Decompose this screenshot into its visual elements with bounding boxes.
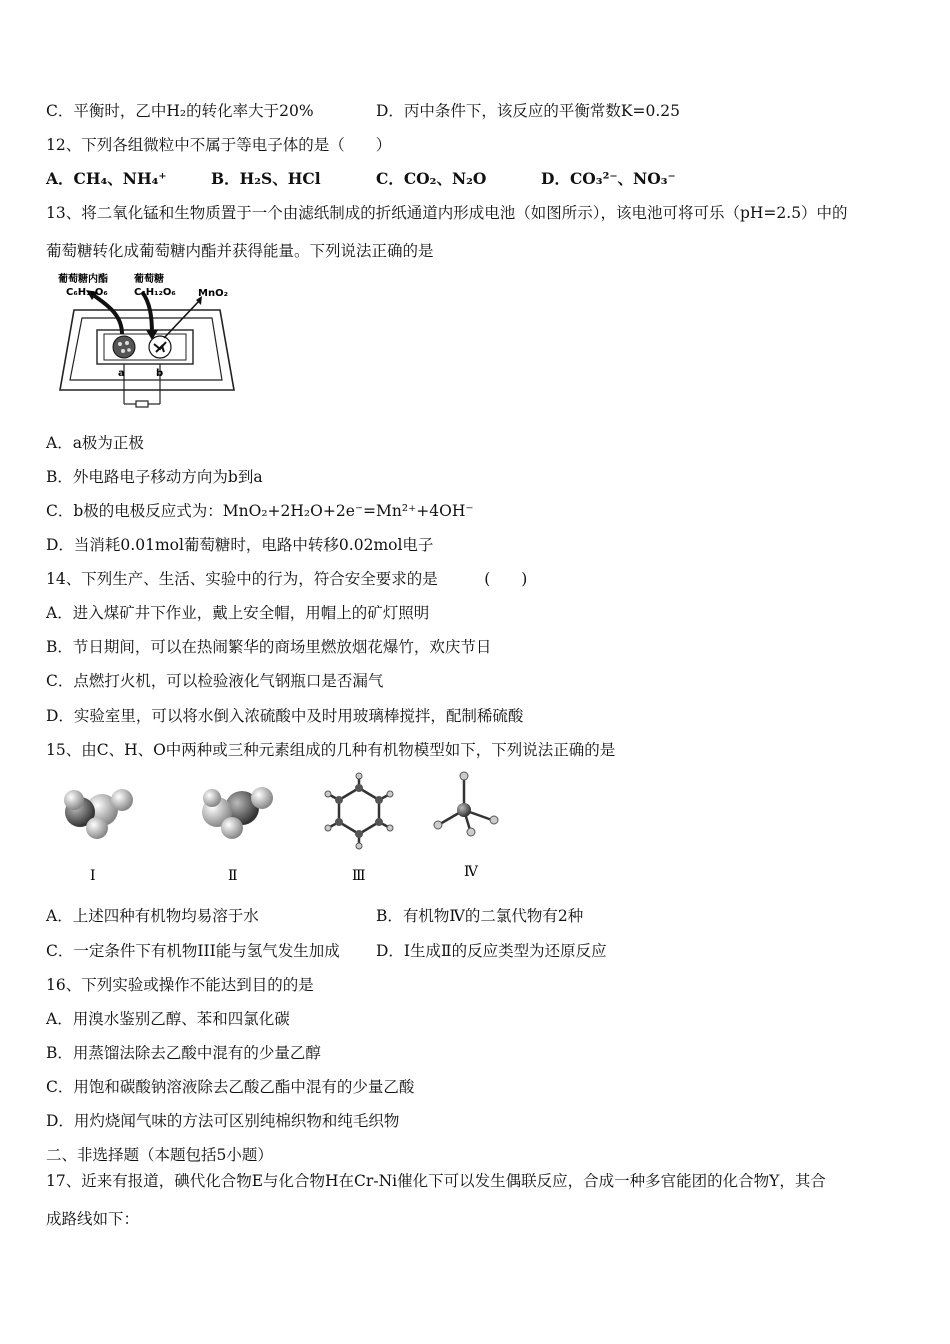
label-glucose: 葡萄糖 (134, 274, 164, 285)
q12-option-c: C．CO₂、N₂O (376, 169, 487, 188)
q12-option-a: A．CH₄、NH₄⁺ (46, 169, 167, 188)
label-mno2: MnO₂ (198, 288, 228, 299)
q14-option-d: D．实验室里，可以将水倒入浓硫酸中及时用玻璃棒搅拌，配制稀硫酸 (46, 707, 524, 725)
q13-option-c: C．b极的电极反应式为：MnO₂+2H₂O+2e⁻=Mn²⁺+4OH⁻ (46, 502, 474, 520)
model-label-4: Ⅳ (464, 864, 478, 880)
q14-option-a: A．进入煤矿井下作业，戴上安全帽，用帽上的矿灯照明 (46, 604, 430, 622)
q14-stem: 14、下列生产、生活、实验中的行为，符合安全要求的是 ( ) (46, 570, 528, 588)
q15-stem: 15、由C、H、O中两种或三种元素组成的几种有机物模型如下，下列说法正确的是 (46, 741, 616, 759)
q11-option-c: C．平衡时，乙中H₂的转化率大于20% (46, 102, 314, 120)
q16-stem: 16、下列实验或操作不能达到目的的是 (46, 976, 314, 994)
q13-option-b: B．外电路电子移动方向为b到a (46, 468, 263, 486)
q13-option-d: D．当消耗0.01mol葡萄糖时，电路中转移0.02mol电子 (46, 536, 434, 554)
q13-stem-line2: 葡萄糖转化成葡萄糖内酯并获得能量。下列说法正确的是 (46, 242, 434, 260)
q11-option-d: D．丙中条件下，该反应的平衡常数K=0.25 (376, 102, 681, 120)
q15-option-c: C．一定条件下有机物III能与氢气发生加成 (46, 942, 340, 960)
q14-option-c: C．点燃打火机，可以检验液化气钢瓶口是否漏气 (46, 672, 384, 690)
paper-channel (97, 330, 193, 364)
q17-stem-line2: 成路线如下： (46, 1210, 140, 1228)
external-resistor (136, 401, 148, 407)
q15-option-a: A．上述四种有机物均易溶于水 (46, 907, 259, 925)
q12-option-d: D．CO₃²⁻、NO₃⁻ (541, 169, 676, 188)
formula-lactone: C₆H₁₀O₆ (66, 287, 108, 298)
q12-stem: 12、下列各组微粒中不属于等电子体的是（ ） (46, 136, 392, 154)
model-label-1: Ⅰ (90, 868, 96, 884)
q12-option-b: B．H₂S、HCl (211, 169, 321, 188)
q16-option-a: A．用溴水鉴别乙醇、苯和四氯化碳 (46, 1010, 290, 1028)
q15-option-d: D．Ⅰ生成Ⅱ的反应类型为还原反应 (376, 942, 607, 960)
label-electrode-b: b (156, 368, 164, 379)
section-2-title: 二、非选择题（本题包括5小题） (46, 1146, 273, 1164)
q16-option-b: B．用蒸馏法除去乙酸中混有的少量乙醇 (46, 1044, 321, 1062)
model-1-space-filling (64, 789, 133, 839)
molecule-models-figure (52, 770, 512, 890)
q17-stem-line1: 17、近来有报道，碘代化合物E与化合物H在Cr-Ni催化下可以发生偶联反应，合成一种多官能团的化合物Y，其合 (46, 1172, 826, 1190)
outer-frame (60, 310, 234, 390)
q14-option-b: B．节日期间，可以在热闹繁华的商场里燃放烟花爆竹，欢庆节日 (46, 638, 492, 656)
formula-glucose: C₆H₁₂O₆ (134, 287, 176, 298)
label-lactone: 葡萄糖内酯 (58, 274, 108, 285)
molecule-models (52, 770, 512, 890)
lactone-arrow (92, 294, 122, 334)
middle-frame (70, 318, 222, 380)
battery-diagram (52, 272, 242, 418)
q13-option-a: A．a极为正极 (46, 434, 144, 452)
electrode-a-disc (113, 336, 135, 358)
q16-option-d: D．用灼烧闻气味的方法可区别纯棉织物和纯毛织物 (46, 1112, 400, 1130)
q15-option-b: B．有机物Ⅳ的二氯代物有2种 (376, 907, 584, 925)
q16-option-c: C．用饱和碳酸钠溶液除去乙酸乙酯中混有的少量乙酸 (46, 1078, 415, 1096)
model-label-3: Ⅲ (352, 868, 366, 884)
model-label-2: Ⅱ (228, 868, 238, 884)
battery-figure (52, 272, 242, 418)
mno2-arrow (164, 300, 200, 338)
label-electrode-a: a (118, 368, 125, 379)
glucose-arrow (142, 292, 152, 334)
model-2-space-filling (202, 787, 273, 839)
q13-stem-line1: 13、将二氧化锰和生物质置于一个由滤纸制成的折纸通道内形成电池（如图所示），该电池可将可乐（pH=2.5）中的 (46, 204, 848, 222)
